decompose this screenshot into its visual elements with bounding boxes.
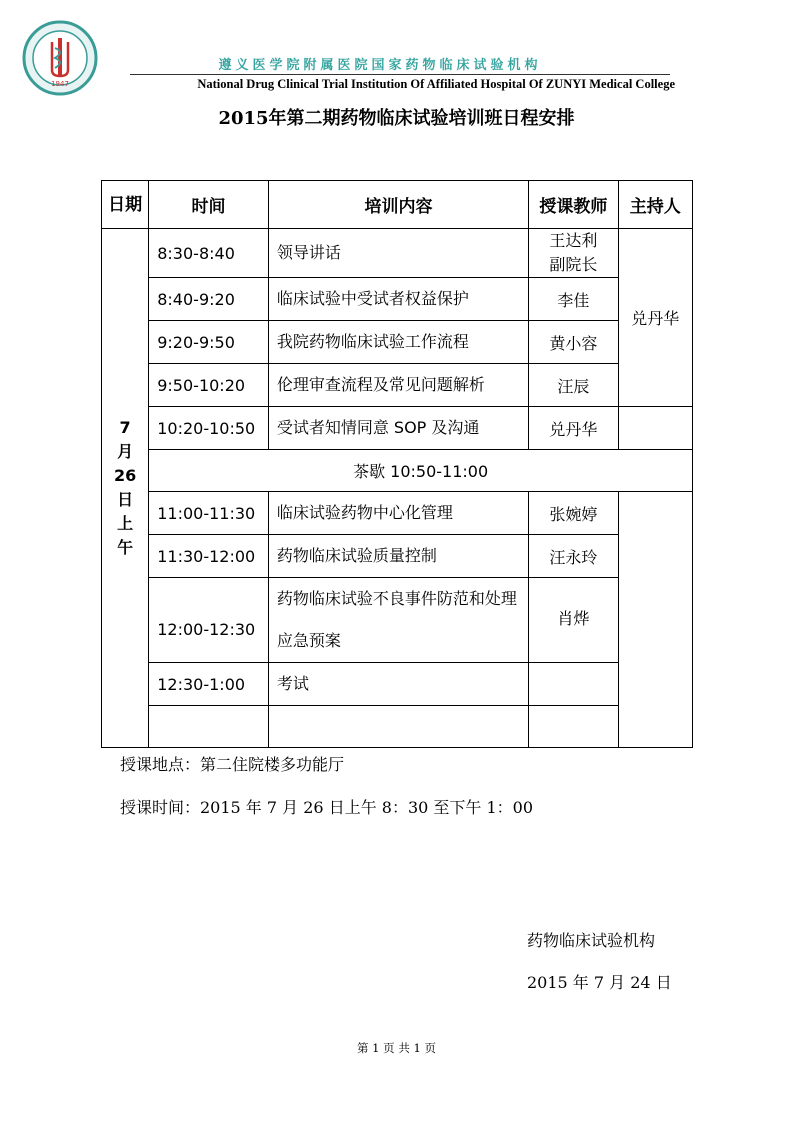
table-row	[102, 229, 693, 278]
content-cell: 受试者知情同意 SOP 及沟通	[268, 407, 528, 450]
teacher-cell: 李佳	[529, 278, 618, 321]
document-title: 2015年第二期药物临床试验培训班日程安排	[218, 108, 575, 129]
table-row-empty	[102, 706, 693, 748]
table-header-row	[102, 181, 693, 229]
teacher-cell	[529, 706, 618, 748]
time-cell: 8:30-8:40	[149, 229, 269, 278]
teacher-cell	[529, 663, 618, 706]
teacher-cell: 汪永玲	[529, 535, 618, 578]
header-date: 日期	[102, 181, 149, 229]
date-cell: 7 月 26 日 上 午	[102, 229, 149, 748]
table-row	[102, 278, 693, 321]
host-cell: 兑丹华	[618, 229, 692, 407]
time-cell: 11:30-12:00	[149, 535, 269, 578]
class-time: 授课时间：2015 年 7 月 26 日上午 8：30 至下午 1：00	[120, 798, 534, 817]
time-cell: 9:20-9:50	[149, 321, 269, 364]
table-row	[102, 407, 693, 450]
header-teacher: 授课教师	[529, 181, 618, 229]
content-cell: 伦理审查流程及常见问题解析	[268, 364, 528, 407]
header-content: 培训内容	[268, 181, 528, 229]
svg-text:1947: 1947	[51, 80, 69, 88]
host-cell-empty	[618, 407, 692, 450]
issue-date: 2015 年 7 月 24 日	[527, 973, 672, 992]
content-cell: 领导讲话	[268, 229, 528, 278]
time-cell	[149, 706, 269, 748]
time-cell: 12:30-1:00	[149, 663, 269, 706]
header-divider	[130, 74, 670, 75]
time-cell: 8:40-9:20	[149, 278, 269, 321]
header-time: 时间	[149, 181, 269, 229]
teacher-cell: 张婉婷	[529, 492, 618, 535]
table-row	[102, 663, 693, 706]
institution-name-en: National Drug Clinical Trial Institution Of Affiliated Hospital Of ZUNYI Medical College	[197, 77, 675, 91]
class-location: 授课地点：第二住院楼多功能厅	[120, 755, 345, 774]
content-cell: 我院药物临床试验工作流程	[268, 321, 528, 364]
table-row	[102, 364, 693, 407]
teacher-cell: 王达利副院长	[529, 229, 618, 278]
time-cell: 12:00-12:30	[149, 578, 269, 663]
tea-break-cell: 茶歇 10:50-11:00	[149, 450, 693, 492]
time-cell: 11:00-11:30	[149, 492, 269, 535]
time-cell: 9:50-10:20	[149, 364, 269, 407]
issuing-organization: 药物临床试验机构	[527, 931, 656, 950]
table-row	[102, 321, 693, 364]
header-host: 主持人	[618, 181, 692, 229]
content-cell: 药物临床试验不良事件防范和处理应急预案	[268, 578, 528, 663]
content-cell: 临床试验中受试者权益保护	[268, 278, 528, 321]
host-cell-empty	[618, 492, 692, 748]
content-cell	[268, 706, 528, 748]
table-row	[102, 535, 693, 578]
hospital-logo	[22, 20, 98, 96]
content-cell: 考试	[268, 663, 528, 706]
content-cell: 临床试验药物中心化管理	[268, 492, 528, 535]
teacher-cell: 肖烨	[529, 578, 618, 663]
schedule-table	[101, 180, 693, 748]
table-row	[102, 578, 693, 663]
page-number: 第 1 页 共 1 页	[357, 1041, 436, 1055]
teacher-cell: 兑丹华	[529, 407, 618, 450]
tea-break-row	[102, 450, 693, 492]
teacher-cell: 黄小容	[529, 321, 618, 364]
teacher-cell: 汪辰	[529, 364, 618, 407]
institution-name-cn: 遵义医学院附属医院国家药物临床试验机构	[218, 58, 542, 73]
time-cell: 10:20-10:50	[149, 407, 269, 450]
content-cell: 药物临床试验质量控制	[268, 535, 528, 578]
table-row	[102, 492, 693, 535]
